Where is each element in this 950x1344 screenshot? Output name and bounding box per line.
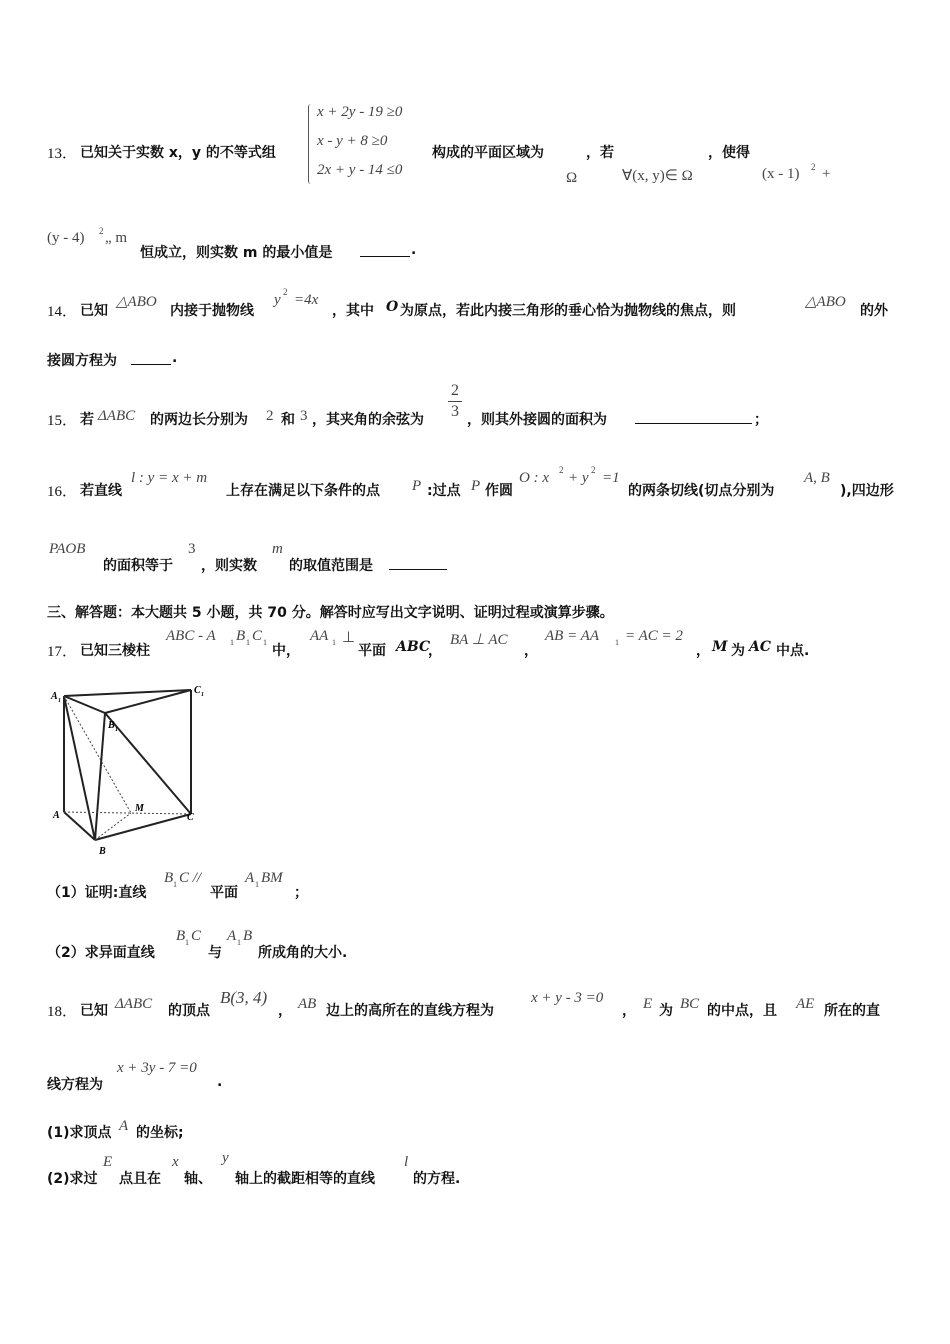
q15-text-4: ，其夹角的余弦为 [312, 412, 424, 428]
q18-ab: AB [298, 996, 317, 1012]
label-b1: B [108, 720, 115, 731]
q17-aa1: AA [310, 628, 329, 644]
q18-part-2-x: x [172, 1154, 179, 1170]
q14-text-5: 的外 [860, 303, 888, 319]
q14-parabola-b: =4x [294, 292, 319, 308]
q18-part-2-c: 轴、 [184, 1171, 212, 1187]
q18-text-8: 所在的直 [824, 1003, 880, 1019]
q17-equal-b: = AC = 2 [625, 628, 683, 644]
q18-part-2-y: y [222, 1150, 229, 1166]
q13-sup-2: 2 [99, 226, 104, 236]
q18-text-6: 为 [659, 1003, 673, 1019]
q15-text-1: 若 [80, 412, 94, 428]
q17-part-1-sub-1: 1 [173, 880, 177, 889]
label-a: A [53, 810, 60, 821]
edge-a1-m-hidden [64, 696, 131, 813]
q17-part-2-text: （2）求异面直线 [47, 945, 155, 961]
q18-ae-line: x + 3y - 7 =0 [117, 1060, 197, 1076]
q17-part-2-mid: 与 [208, 945, 222, 961]
label-c1: C [194, 685, 201, 696]
q16-circle-sup-2: 2 [591, 465, 596, 475]
q17-text-3: 平面 [358, 643, 386, 659]
q14-parabola-a: y [274, 292, 281, 308]
q13-text-6: . [411, 242, 417, 258]
q17-plane-abc: ABC [396, 639, 431, 655]
q16-circle-b: + y [568, 470, 589, 486]
inequality-brace [308, 104, 315, 184]
q17-part-1-end: ； [294, 885, 308, 901]
q16-quadrilateral: PAOB [49, 541, 86, 557]
q15-side-b: 3 [300, 408, 308, 424]
q17-m: M [712, 639, 728, 655]
q17-part-2-b: B [243, 928, 253, 944]
q18-text-3: ， [278, 1003, 292, 1019]
q16-text-6: ),四边形 [840, 483, 894, 499]
q13-expr-2: (y - 4) [47, 230, 85, 246]
q17-text-5: ， [524, 643, 538, 659]
q14-text-6: 接圆方程为 [47, 353, 117, 369]
q16-circle-c: =1 [602, 470, 620, 486]
q15-text-5: ，则其外接圆的面积为 [467, 412, 607, 428]
q17-text-6: ， [696, 643, 710, 659]
q17-part-2-a1: A [227, 928, 237, 944]
q17-part-2-end: 所成角的大小. [258, 945, 348, 961]
q17-equal-a: AB = AA [545, 628, 600, 644]
q17-number: 17． [47, 644, 78, 660]
q14-number: 14． [47, 304, 78, 320]
edge-a-c-hidden [64, 812, 191, 814]
q13-number: 13． [47, 146, 78, 162]
q13-ineq-2: x - y + 8 ≥0 [317, 133, 388, 149]
q13-text-5: 恒成立，则实数 m 的最小值是 [140, 245, 333, 261]
q18-part-1-a: A [119, 1118, 129, 1134]
q18-altitude-line: x + y - 3 =0 [531, 990, 604, 1006]
q14-triangle-2: △ABO [805, 294, 846, 310]
q17-sub-2: 1 [246, 638, 250, 647]
q17-part-2-b1: B [176, 928, 186, 944]
q16-text-3: :过点 [427, 483, 461, 499]
q16-text-9: 的取值范围是 [289, 558, 373, 574]
q17-part-1-a1: A [245, 870, 255, 886]
q17-part-1-text: （1）证明:直线 [47, 885, 147, 901]
q13-ineq-1: x + 2y - 19 ≥0 [317, 104, 403, 120]
q17-text-2: 中， [272, 643, 300, 659]
answer-blank [360, 242, 410, 257]
q17-prism-a: ABC - A [166, 628, 216, 644]
label-a1-sub: 1 [58, 698, 61, 704]
q14-parabola-sup: 2 [283, 287, 288, 297]
q17-sub-1: 1 [230, 638, 234, 647]
q15-triangle: ΔABC [98, 408, 136, 424]
section-heading: 三、解答题：本大题共 5 小题，共 70 分。解答时应写出文字说明、证明过程或演算步骤。 [47, 605, 614, 621]
q14-text-7: . [172, 350, 178, 366]
q17-ac: AC [749, 639, 772, 655]
label-c: C [187, 812, 194, 823]
q15-fraction-numerator: 2 [451, 382, 459, 399]
label-m: M [135, 803, 144, 814]
q18-bc: BC [680, 996, 700, 1012]
q13-expr-1: (x - 1) [762, 166, 800, 182]
q17-part-1-bm: BM [261, 870, 283, 886]
q18-text-10: . [217, 1074, 223, 1090]
q17-text-1: 已知三棱柱 [80, 643, 150, 659]
q18-text-2: 的顶点 [168, 1003, 210, 1019]
label-b1-sub: 1 [115, 727, 118, 733]
q18-point-e: E [643, 996, 653, 1012]
q18-text-1: 已知 [80, 1003, 108, 1019]
q17-sub-4: 1 [332, 638, 336, 647]
q17-perp: ⊥ [342, 630, 356, 646]
q17-text-7: 为 [731, 643, 745, 659]
q18-part-2-l: l [404, 1154, 409, 1170]
q13-forall: ∀(x, y)∈ Ω [622, 168, 693, 184]
q18-text-9: 线方程为 [47, 1077, 103, 1093]
edge-b-c [95, 814, 191, 840]
q16-point-p: P [412, 478, 422, 494]
answer-blank [131, 350, 171, 365]
q18-ae: AE [796, 996, 815, 1012]
q16-circle-sup-1: 2 [559, 465, 564, 475]
q18-triangle: ΔABC [115, 996, 153, 1012]
q17-part-1-c: C // [179, 870, 202, 886]
q15-number: 15． [47, 413, 78, 429]
q16-text-5: 的两条切线(切点分别为 [628, 483, 775, 499]
q18-part-1-end: 的坐标; [136, 1125, 184, 1141]
edge-b1-b [95, 713, 105, 840]
q18-text-4: 边上的高所在的直线方程为 [326, 1003, 494, 1019]
q17-text-4: ， [428, 643, 442, 659]
q16-text-8: ，则实数 [201, 558, 257, 574]
q13-plus: + [822, 166, 831, 182]
q13-text-1: 已知关于实数 x，y 的不等式组 [80, 145, 276, 161]
q18-vertex-b: B(3, 4) [220, 988, 268, 1007]
q13-ineq-3: 2x + y - 14 ≤0 [317, 162, 403, 178]
q18-number: 18． [47, 1004, 78, 1020]
q17-prism-b: B [236, 628, 246, 644]
q15-side-a: 2 [266, 408, 274, 424]
q18-text-5: ， [622, 1003, 636, 1019]
q18-part-2-d: 轴上的截距相等的直线 [235, 1171, 375, 1187]
q16-circle-a: O : x [519, 470, 549, 486]
q16-area: 3 [188, 541, 196, 557]
q13-text-2: 构成的平面区域为 [432, 145, 544, 161]
q17-sub-5: 1 [615, 638, 619, 647]
q17-part-1-mid: 平面 [210, 885, 238, 901]
q15-fraction-denominator: 3 [451, 403, 459, 420]
label-b: B [99, 846, 106, 857]
q14-triangle: △ABO [116, 294, 157, 310]
q13-text-3: ，若 [586, 145, 614, 161]
q15-text-3: 和 [281, 412, 295, 428]
q16-text-2: 上存在满足以下条件的点 [226, 483, 380, 499]
edge-a1-b [64, 696, 95, 840]
q18-text-7: 的中点，且 [707, 1003, 777, 1019]
answer-blank [389, 555, 447, 570]
q16-point-p-2: P [471, 478, 481, 494]
q17-sub-3: 1 [263, 638, 267, 647]
q16-text-1: 若直线 [80, 483, 122, 499]
prism-figure [45, 680, 215, 860]
label-c1-sub: 1 [201, 692, 204, 698]
q15-text-2: 的两边长分别为 [150, 412, 248, 428]
q18-part-2-e: E [103, 1154, 113, 1170]
q17-text-8: 中点. [776, 643, 810, 659]
q16-text-4: 作圆 [485, 483, 513, 499]
label-a1: A [51, 691, 58, 702]
q14-origin: O [386, 299, 399, 315]
q13-le-m: „ m [105, 230, 128, 246]
q17-part-2-c: C [191, 928, 202, 944]
q16-line: l : y = x + m [131, 470, 208, 486]
q13-omega: Ω [566, 170, 578, 186]
answer-blank [635, 409, 752, 424]
q15-text-6: ； [754, 412, 768, 428]
q14-text-2: 内接于抛物线 [170, 303, 254, 319]
edge-a1-b1 [64, 696, 105, 713]
q17-part-1-sub-2: 1 [255, 880, 259, 889]
q17-part-1-b1: B [164, 870, 174, 886]
q18-part-1-text: (1)求顶点 [47, 1125, 112, 1141]
q18-part-2-b: 点且在 [119, 1171, 161, 1187]
q16-m: m [272, 541, 283, 557]
q17-part-2-sub-1: 1 [185, 938, 189, 947]
q15-fraction [448, 382, 462, 421]
q17-ba-perp-ac: BA ⊥ AC [450, 632, 508, 648]
q16-text-7: 的面积等于 [103, 558, 173, 574]
q14-text-4: 为原点，若此内接三角形的垂心恰为抛物线的焦点，则 [400, 303, 736, 319]
q14-text-1: 已知 [80, 303, 108, 319]
q17-part-2-sub-2: 1 [237, 938, 241, 947]
q13-sup-1: 2 [811, 162, 816, 172]
q14-text-3: ，其中 [332, 303, 374, 319]
q16-number: 16． [47, 484, 78, 500]
q16-points-ab: A, B [804, 470, 830, 486]
q13-text-4: ，使得 [708, 145, 750, 161]
q17-prism-c: C [252, 628, 263, 644]
q18-part-2-e-end: 的方程. [413, 1171, 461, 1187]
q18-part-2-text: (2)求过 [47, 1171, 98, 1187]
